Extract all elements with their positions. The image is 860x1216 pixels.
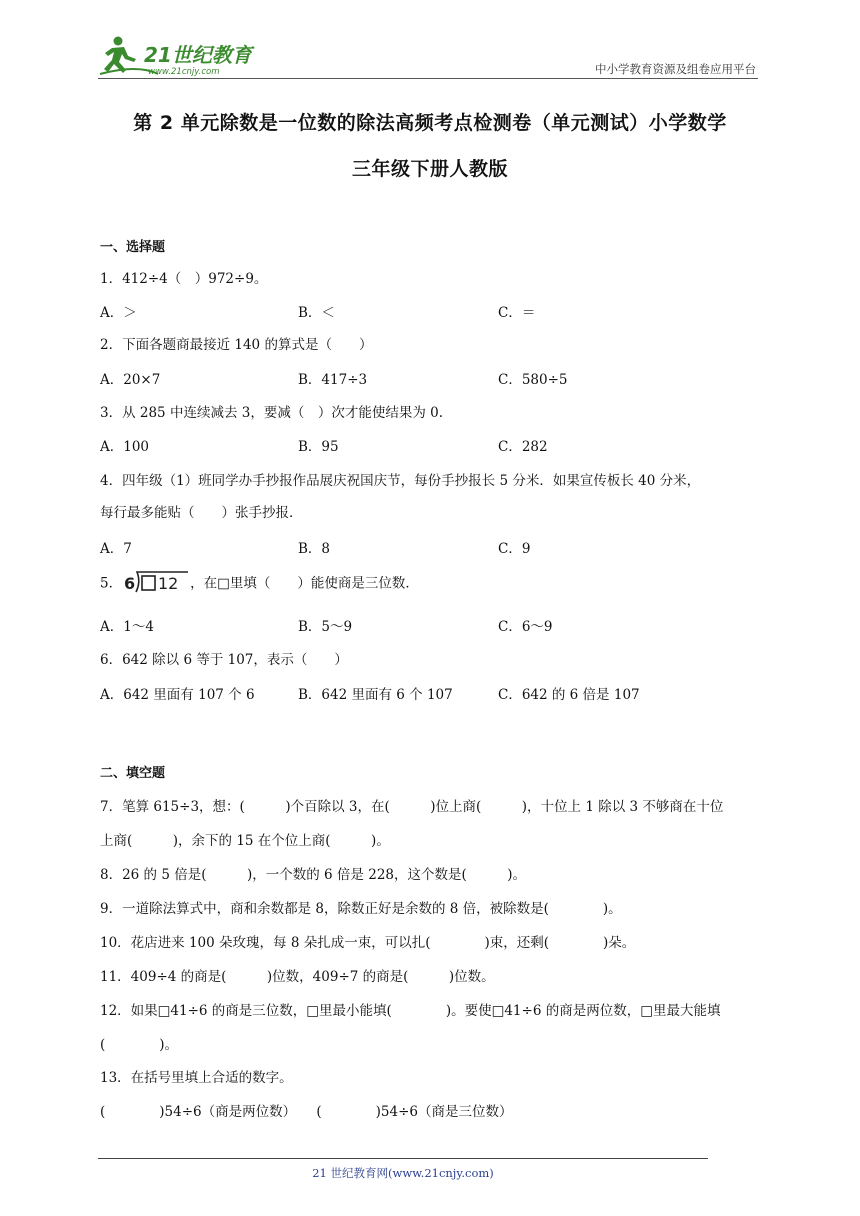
question-2: 2．下面各题商最接近 140 的算式是（ ） [100, 337, 373, 353]
question-13-blanks: ( )54÷6（商是两位数） ( )54÷6（商是三位数） [100, 1104, 513, 1120]
logo-url: www.21cnjy.com [148, 67, 220, 77]
question-1: 1．412÷4（ ）972÷9。 [100, 271, 268, 287]
division-divisor: 6 [124, 574, 136, 593]
q6-option-a: A．642 里面有 107 个 6 [100, 687, 255, 703]
page-title-line1: 第 2 单元除数是一位数的除法高频考点检测卷（单元测试）小学数学 [133, 112, 727, 134]
question-7-line2: 上商( )，余下的 15 在个位上商( )。 [100, 833, 390, 849]
q5-option-a: A．1～4 [100, 619, 154, 635]
q5-number: 5． [100, 575, 123, 592]
q5-text: ，在□里填（ ）能使商是三位数． [190, 575, 419, 592]
q5-option-c: C．6～9 [498, 619, 553, 635]
q1-option-b: B．＜ [298, 305, 335, 321]
q2-option-a: A．20×7 [100, 372, 161, 388]
question-10: 10．花店进来 100 朵玫瑰，每 8 朵扎成一束，可以扎( )束，还剩( )朵。 [100, 935, 636, 951]
q1-option-c: C．＝ [498, 305, 536, 321]
question-8: 8．26 的 5 倍是( )，一个数的 6 倍是 228，这个数是( )。 [100, 867, 527, 883]
q6-option-c: C．642 的 6 倍是 107 [498, 687, 640, 703]
question-12-line2: ( )。 [100, 1037, 179, 1053]
section-heading-fill: 二、填空题 [100, 766, 166, 781]
q3-option-a: A．100 [100, 439, 150, 455]
question-13: 13．在括号里填上合适的数字。 [100, 1070, 293, 1086]
question-3: 3．从 285 中连续减去 3，要减（ ）次才能使结果为 0. [100, 405, 443, 421]
q4-option-c: C．9 [498, 541, 531, 557]
division-digits: 12 [158, 574, 179, 593]
question-12-line1: 12．如果□41÷6 的商是三位数，□里最小能填( )。要使□41÷6 的商是两位数，□里最大能填 [100, 1003, 721, 1019]
footer-divider [98, 1158, 708, 1159]
q3-option-b: B．95 [298, 439, 339, 455]
question-11: 11．409÷4 的商是( )位数，409÷7 的商是( )位数。 [100, 969, 495, 985]
q5-option-b: B．5～9 [298, 619, 353, 635]
header-divider [98, 78, 758, 79]
q2-option-c: C．580÷5 [498, 372, 568, 388]
footer-text: 21 世纪教育网(www.21cnjy.com) [312, 1166, 494, 1180]
logo [98, 34, 268, 78]
question-4-line1: 4．四年级（1）班同学办手抄报作品展庆祝国庆节，每份手抄报长 5 分米．如果宣传板长 40 分米， [100, 473, 701, 489]
q6-option-b: B．642 里面有 6 个 107 [298, 687, 453, 703]
page-title-line2: 三年级下册人教版 [351, 158, 508, 180]
q1-option-a: A．＞ [100, 305, 137, 321]
division-figure [122, 569, 190, 599]
q4-option-a: A．7 [100, 541, 132, 557]
question-7-line1: 7．笔算 615÷3，想：( )个百除以 3，在( )位上商( )，十位上 1 除以 3 不够商在十位 [100, 799, 724, 815]
platform-name: 中小学教育资源及组卷应用平台 [595, 62, 756, 76]
page-header [98, 32, 758, 80]
blank-box [142, 576, 155, 590]
question-6: 6．642 除以 6 等于 107，表示（ ） [100, 652, 348, 668]
section-heading-choice: 一、选择题 [100, 240, 166, 255]
question-4-line2: 每行最多能贴（ ）张手抄报． [100, 505, 303, 521]
logo-text: 21世纪教育 [144, 43, 252, 67]
q4-option-b: B．8 [298, 541, 331, 557]
question-9: 9．一道除法算式中，商和余数都是 8，除数正好是余数的 8 倍，被除数是( )。 [100, 901, 622, 917]
q3-option-c: C．282 [498, 439, 548, 455]
question-5 [100, 569, 419, 599]
q2-option-b: B．417÷3 [298, 372, 368, 388]
